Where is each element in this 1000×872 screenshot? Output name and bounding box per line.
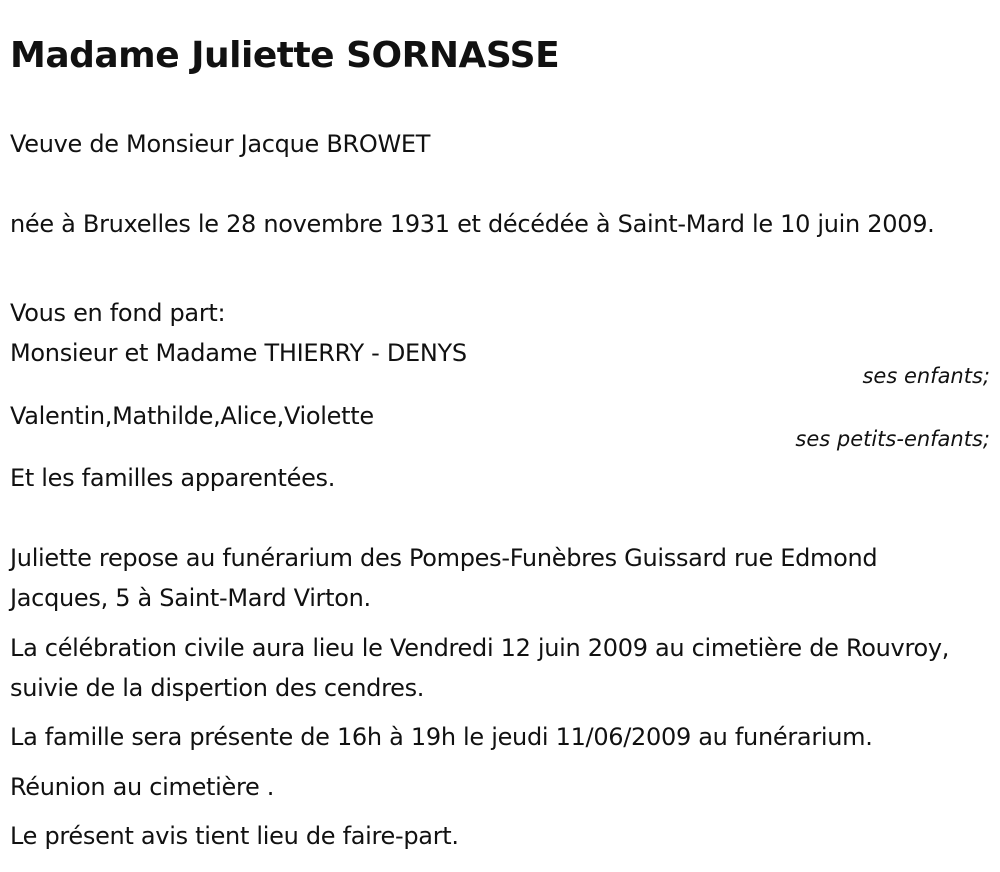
- grandchildren-role: ses petits-enfants;: [795, 427, 990, 451]
- grandchildren-names: Valentin,Mathilde,Alice,Violette: [10, 402, 374, 430]
- closing-line: Le présent avis tient lieu de faire-part.: [10, 822, 459, 850]
- announcers-intro: Vous en fond part:: [10, 299, 226, 327]
- children-names: Monsieur et Madame THIERRY - DENYS: [10, 339, 467, 367]
- widow-of-line: Veuve de Monsieur Jacque BROWET: [10, 130, 431, 158]
- birth-death-line: née à Bruxelles le 28 novembre 1931 et décédée à Saint-Mard le 10 juin 2009.: [10, 210, 935, 238]
- ceremony-line: La célébration civile aura lieu le Vendredi 12 juin 2009 au cimetière de Rouvroy, suivie de la dispertion des cendres.: [10, 634, 950, 702]
- families-line: Et les familles apparentées.: [10, 464, 336, 492]
- gathering-line: Réunion au cimetière .: [10, 773, 275, 801]
- rest-place-line: Juliette repose au funérarium des Pompes-Funèbres Guissard rue Edmond Jacques, 5 à Saint-Mard Virton.: [10, 544, 878, 612]
- children-role: ses enfants;: [862, 364, 990, 388]
- family-presence-line: La famille sera présente de 16h à 19h le jeudi 11/06/2009 au funérarium.: [10, 723, 873, 751]
- obituary-notice: [10, 0, 992, 872]
- notice-title: Madame Juliette SORNASSE: [10, 35, 560, 76]
